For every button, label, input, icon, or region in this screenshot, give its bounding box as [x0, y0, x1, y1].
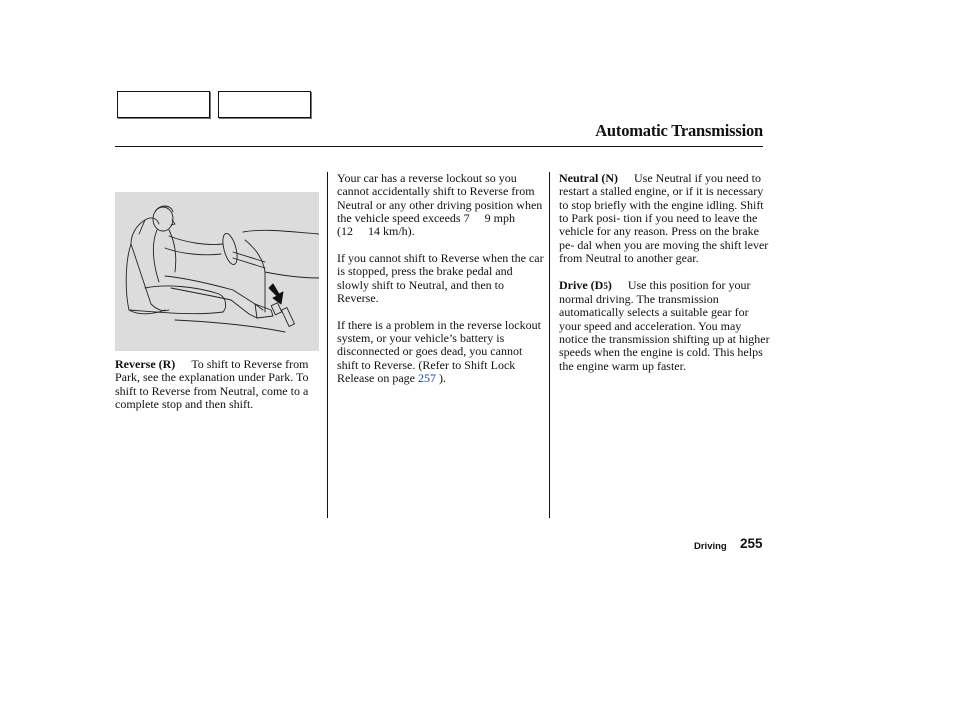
drive-term-sub: 5 [603, 280, 608, 291]
column-divider-2 [549, 172, 550, 518]
page-257-link[interactable]: 257 [417, 371, 436, 386]
title-divider [115, 146, 763, 147]
page-number: 255 [740, 536, 763, 551]
reverse-term: Reverse (R) [115, 357, 176, 371]
previous-page-button[interactable] [117, 91, 210, 118]
column-divider-1 [327, 172, 328, 518]
page-title: Automatic Transmission [595, 121, 763, 140]
footer-section-label: Driving [694, 541, 727, 552]
drive-term-close: ) [607, 277, 612, 292]
lockout-problem-text: If there is a problem in the reverse lockout system, or your vehicle’s battery is disconnected or goes dead, you cannot shift to Reverse. (Refer to Shift Lock Release on page [337, 317, 541, 386]
drive-text: Use this position for your normal driving. The transmission automatically selects a suitable gear for your speed and acceleration. You may notice the transmission shifting up at higher speeds when the engine is cold. This helps the engine warm up faster. [559, 277, 770, 373]
column-reverse-lockout [337, 172, 545, 399]
lockout-problem-tail: ). [435, 371, 446, 386]
drive-paragraph [559, 279, 771, 373]
drive-term-main: Drive (D [559, 277, 604, 292]
column-neutral-drive [559, 172, 771, 387]
lockout-paragraph: Your car has a reverse lockout so you cannot accidentally shift to Reverse from Neutral or any other driving position when the vehicle speed exceeds 7 9 mph (12 14 km/h). [337, 171, 543, 239]
reverse-paragraph [115, 358, 325, 411]
column-reverse [115, 358, 325, 425]
lockout-problem-paragraph [337, 319, 545, 386]
driver-braking-illustration [115, 192, 319, 351]
drive-term [559, 278, 612, 292]
reverse-text: To shift to Reverse from Park, see the explanation under Park. To shift to Reverse from Neutral, come to a complete stop and then shift. [115, 357, 309, 412]
neutral-paragraph [559, 172, 771, 265]
neutral-term: Neutral (N) [559, 171, 618, 185]
cannot-shift-paragraph: If you cannot shift to Reverse when the car is stopped, press the brake pedal and slowly shift to Neutral, and then to Reverse. [337, 251, 544, 306]
next-page-button[interactable] [218, 91, 311, 118]
neutral-text: Use Neutral if you need to restart a stalled engine, or if it is necessary to stop briefly with the engine idling. Shift to Park posi- tion if you need to leave the vehicle for any reason. Press on the brake pe- dal when you are moving the shift lever from Neutral to another gear. [559, 171, 769, 266]
